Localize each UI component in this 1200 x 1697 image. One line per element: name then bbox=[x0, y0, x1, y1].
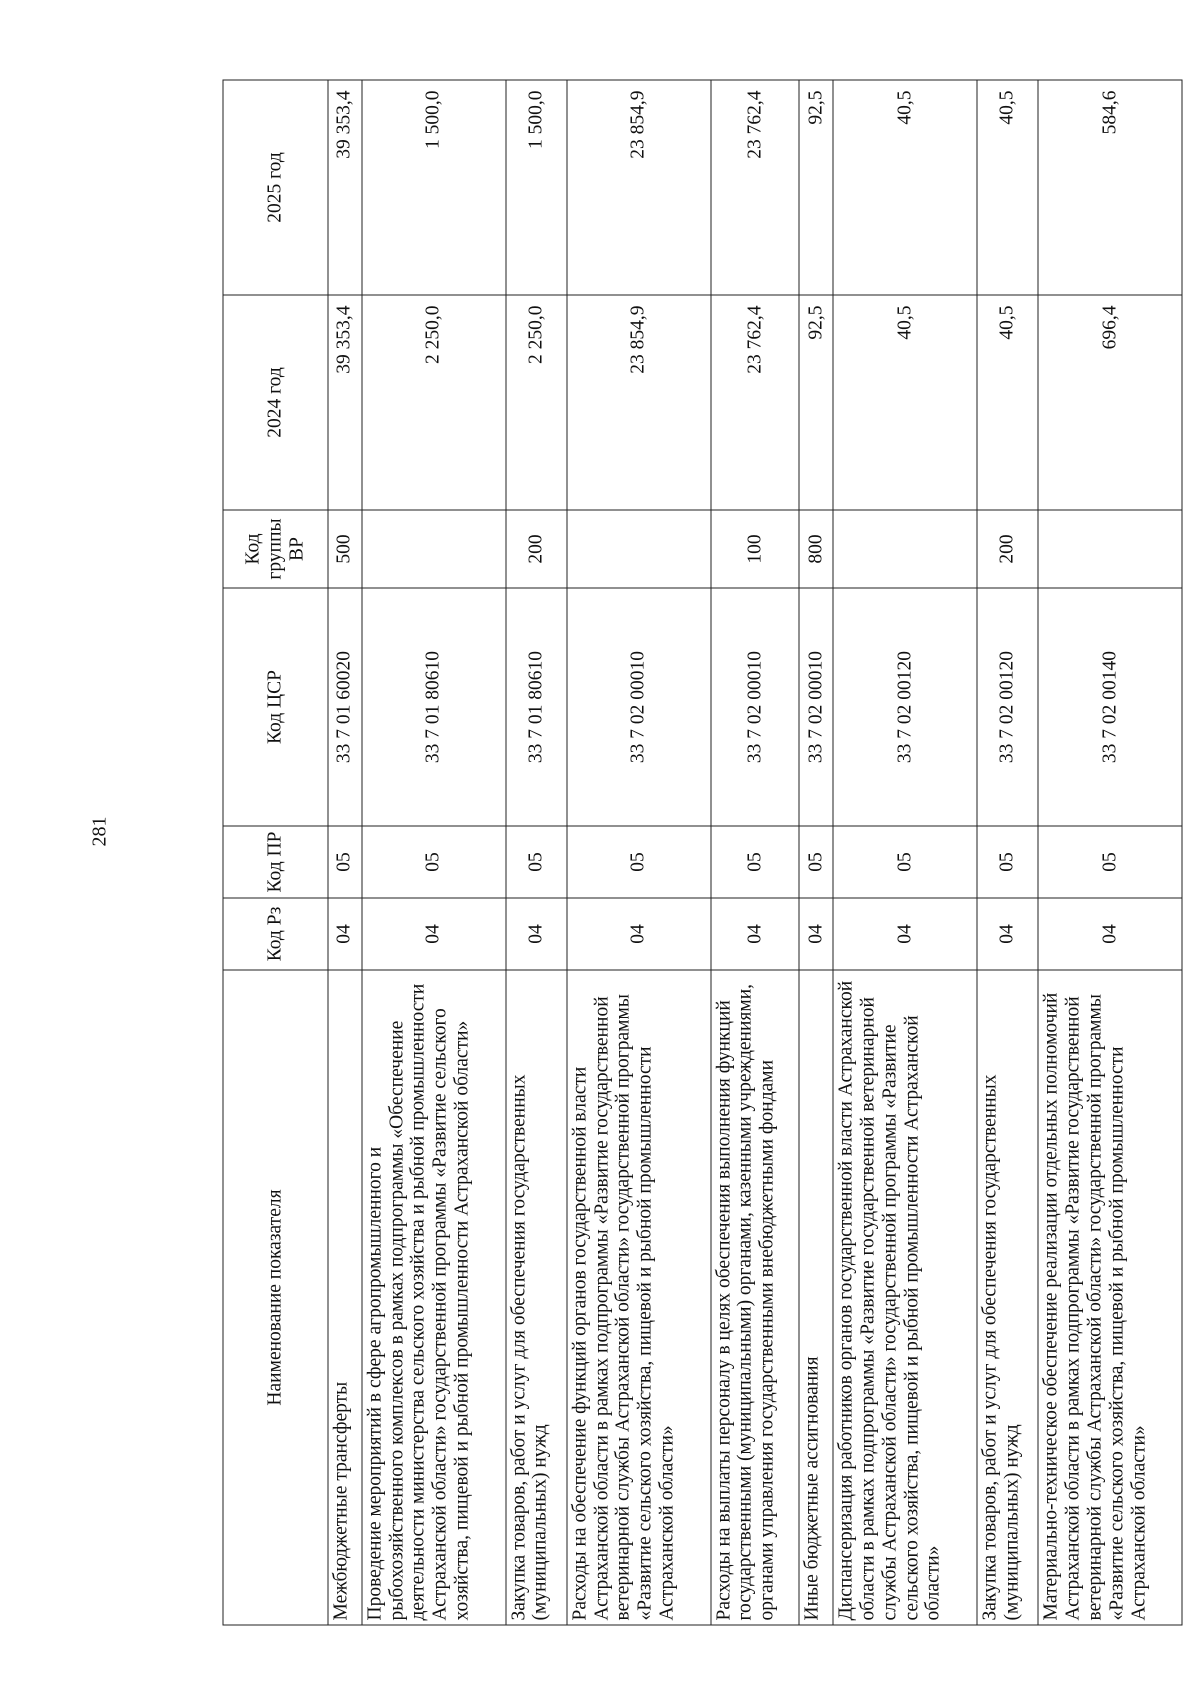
cell-rz: 04 bbox=[1038, 898, 1182, 970]
header-2024: 2024 год bbox=[223, 295, 328, 510]
cell-vr bbox=[1038, 510, 1182, 588]
header-2025: 2025 год bbox=[223, 80, 328, 295]
cell-2024: 696,4 bbox=[1038, 295, 1182, 510]
header-pr: Код ПР bbox=[223, 826, 328, 898]
cell-pr: 05 bbox=[566, 826, 710, 898]
cell-vr bbox=[566, 510, 710, 588]
cell-2025: 40,5 bbox=[833, 80, 977, 295]
cell-2024: 23 762,4 bbox=[710, 295, 799, 510]
cell-csr: 33 7 02 00010 bbox=[566, 588, 710, 826]
cell-name: Расходы на обеспечение функций органов государственной власти Астраханской области в рамках подпрограммы «Развитие государственной ветеринарной службы Астраханской области» государственной программы «Развитие сельского хозяйства, пищевой и рыбной промышленности Астраханской области» bbox=[566, 970, 710, 1625]
cell-2025: 39 353,4 bbox=[328, 80, 362, 295]
cell-2025: 1 500,0 bbox=[361, 80, 505, 295]
cell-pr: 05 bbox=[710, 826, 799, 898]
cell-name: Межбюджетные трансферты bbox=[328, 970, 362, 1625]
cell-vr: 800 bbox=[799, 510, 833, 588]
cell-2024: 2 250,0 bbox=[361, 295, 505, 510]
cell-2025: 584,6 bbox=[1038, 80, 1182, 295]
budget-table bbox=[222, 80, 1182, 1626]
cell-name: Материально-техническое обеспечение реализации отдельных полномочий Астраханской области в рамках подпрограммы «Развитие государственной ветеринарной службы Астраханской области» государственной программы «Развитие сельского хозяйства, пищевой и рыбной промышленности Астраханской области» bbox=[1038, 970, 1182, 1625]
cell-vr: 200 bbox=[976, 510, 1037, 588]
table-row bbox=[505, 80, 566, 1625]
cell-pr: 05 bbox=[328, 826, 362, 898]
page-number: 281 bbox=[88, 816, 111, 847]
cell-pr: 05 bbox=[799, 826, 833, 898]
cell-csr: 33 7 02 00120 bbox=[833, 588, 977, 826]
cell-pr: 05 bbox=[833, 826, 977, 898]
cell-vr: 500 bbox=[328, 510, 362, 588]
cell-vr bbox=[833, 510, 977, 588]
cell-rz: 04 bbox=[328, 898, 362, 970]
cell-rz: 04 bbox=[976, 898, 1037, 970]
cell-csr: 33 7 01 80610 bbox=[361, 588, 505, 826]
cell-2025: 40,5 bbox=[976, 80, 1037, 295]
cell-name: Проведение мероприятий в сфере агропромышленного и рыбохозяйственного комплексов в рамках подпрограммы «Обеспечение деятельности министерства сельского хозяйства и рыбной промышленности Астраханской области» государственной программы «Развитие сельского хозяйства, пищевой и рыбной промышленности Астраханской области» bbox=[361, 970, 505, 1625]
table-row bbox=[799, 80, 833, 1625]
cell-csr: 33 7 01 60020 bbox=[328, 588, 362, 826]
header-csr: Код ЦСР bbox=[223, 588, 328, 826]
cell-name: Закупка товаров, работ и услуг для обеспечения государственных (муниципальных) нужд bbox=[505, 970, 566, 1625]
cell-2024: 92,5 bbox=[799, 295, 833, 510]
cell-pr: 05 bbox=[505, 826, 566, 898]
table-row bbox=[833, 80, 977, 1625]
cell-csr: 33 7 02 00010 bbox=[799, 588, 833, 826]
cell-vr: 200 bbox=[505, 510, 566, 588]
cell-pr: 05 bbox=[976, 826, 1037, 898]
cell-name: Иные бюджетные ассигнования bbox=[799, 970, 833, 1625]
cell-name: Расходы на выплаты персоналу в целях обеспечения выполнения функций государственными (муниципальными) органами, казенными учреждениями, органами управления государственными внебюджетными фондами bbox=[710, 970, 799, 1625]
cell-2024: 2 250,0 bbox=[505, 295, 566, 510]
cell-pr: 05 bbox=[1038, 826, 1182, 898]
table-row bbox=[710, 80, 799, 1625]
table-row bbox=[328, 80, 362, 1625]
cell-2025: 23 854,9 bbox=[566, 80, 710, 295]
cell-rz: 04 bbox=[505, 898, 566, 970]
cell-2025: 92,5 bbox=[799, 80, 833, 295]
cell-vr: 100 bbox=[710, 510, 799, 588]
cell-csr: 33 7 01 80610 bbox=[505, 588, 566, 826]
cell-rz: 04 bbox=[833, 898, 977, 970]
cell-2024: 39 353,4 bbox=[328, 295, 362, 510]
cell-rz: 04 bbox=[710, 898, 799, 970]
table-row bbox=[566, 80, 710, 1625]
cell-2024: 23 854,9 bbox=[566, 295, 710, 510]
budget-table-container bbox=[222, 81, 1182, 1626]
header-vr: Код группы ВР bbox=[223, 510, 328, 588]
cell-pr: 05 bbox=[361, 826, 505, 898]
cell-rz: 04 bbox=[799, 898, 833, 970]
header-rz: Код Рз bbox=[223, 898, 328, 970]
table-row bbox=[361, 80, 505, 1625]
cell-csr: 33 7 02 00010 bbox=[710, 588, 799, 826]
cell-name: Диспансеризация работников органов государственной власти Астраханской области в рамках подпрограммы «Развитие государственной ветеринарной службы Астраханской области» государственной программы «Развитие сельского хозяйства, пищевой и рыбной промышленности Астраханской области» bbox=[833, 970, 977, 1625]
table-row bbox=[1038, 80, 1182, 1625]
cell-vr bbox=[361, 510, 505, 588]
cell-csr: 33 7 02 00120 bbox=[976, 588, 1037, 826]
cell-2025: 1 500,0 bbox=[505, 80, 566, 295]
header-name: Наименование показателя bbox=[223, 970, 328, 1625]
cell-name: Закупка товаров, работ и услуг для обеспечения государственных (муниципальных) нужд bbox=[976, 970, 1037, 1625]
table-header-row bbox=[223, 80, 328, 1625]
cell-2025: 23 762,4 bbox=[710, 80, 799, 295]
cell-rz: 04 bbox=[361, 898, 505, 970]
cell-2024: 40,5 bbox=[976, 295, 1037, 510]
cell-rz: 04 bbox=[566, 898, 710, 970]
cell-2024: 40,5 bbox=[833, 295, 977, 510]
table-row bbox=[976, 80, 1037, 1625]
cell-csr: 33 7 02 00140 bbox=[1038, 588, 1182, 826]
